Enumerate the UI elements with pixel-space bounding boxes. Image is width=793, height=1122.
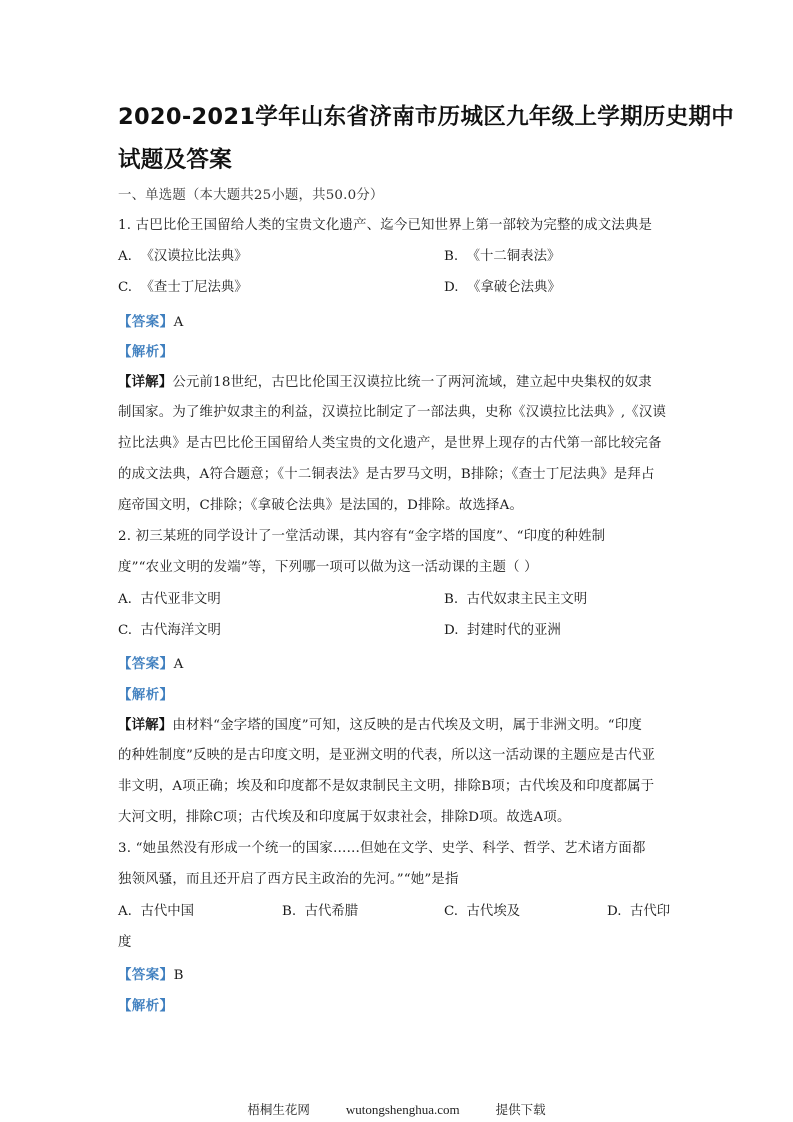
question-1-option-b: B. 《十二铜表法》 [444,249,561,264]
question-3-answer [118,965,184,986]
question-3-option-b: B. 古代希腊 [282,904,359,919]
question-2-detail-line-2: 的种姓制度”反映的是古印度文明，是亚洲文明的代表，所以这一活动课的主题应是古代亚 [118,748,656,763]
question-1-option-d: D. 《拿破仑法典》 [444,280,561,295]
question-1-option-c: C. 《查士丁尼法典》 [118,280,248,295]
question-1-answer [118,312,183,333]
analysis-label: 【解析】 [118,687,174,703]
question-1-analysis [118,342,174,363]
question-1-detail-line-3: 拉比法典》是古巴比伦王国留给人类宝贵的文化遗产，是世界上现存的古代第一部比较完备 [118,436,662,451]
question-1-detail-line-4: 的成文法典，A符合题意；《十二铜表法》是古罗马文明，B排除；《查士丁尼法典》是拜占 [118,467,655,482]
question-3-option-c: C. 古代埃及 [444,904,521,919]
question-2-detail-line-1: 【详解】由材料“金字塔的国度”可知，这反映的是古代埃及文明，属于非洲文明。“印度 [118,717,643,733]
footer-site-name: 梧桐生花网 [247,1102,310,1117]
question-2-analysis [118,685,174,706]
question-1-stem: 1. 古巴比伦王国留给人类的宝贵文化遗产、迄今已知世界上第一部较为完整的成文法典是 [118,218,653,233]
document-title-line-1: 2020-2021学年山东省济南市历城区九年级上学期历史期中 [118,104,735,130]
answer-label: 【答案】 [118,967,174,983]
answer-value: A [173,657,184,672]
page-footer [0,1102,793,1118]
question-2-option-c: C. 古代海洋文明 [118,623,221,638]
question-3-analysis [118,996,174,1017]
detail-label: 【详解】 [118,374,173,390]
analysis-label: 【解析】 [118,344,174,360]
question-1-detail-line-5: 庭帝国文明，C排除；《拿破仑法典》是法国的，D排除。故选择A。 [118,498,524,513]
question-1-option-a: A. 《汉谟拉比法典》 [118,249,248,264]
question-2-stem-line-2: 度”“农业文明的发端”等，下列哪一项可以做为这一活动课的主题（ ） [118,560,538,575]
analysis-label: 【解析】 [118,998,174,1014]
question-2-detail-line-4: 大河文明，排除C项；古代埃及和印度属于奴隶社会，排除D项。故选A项。 [118,810,571,825]
question-2-option-a: A. 古代亚非文明 [118,592,221,607]
answer-label: 【答案】 [118,656,174,672]
answer-value: A [173,315,184,330]
question-2-detail-line-3: 非文明，A项正确；埃及和印度都不是奴隶制民主文明，排除B项；古代埃及和印度都属于 [118,779,655,794]
question-3-stem-line-1: 3. “她虽然没有形成一个统一的国家……但她在文学、史学、科学、哲学、艺术诸方面都 [118,841,646,856]
question-3-stem-line-2: 独领风骚，而且还开启了西方民主政治的先河。”“她”是指 [118,872,459,887]
answer-value: B [173,968,184,983]
section-heading: 一、单选题（本大题共25小题，共50.0分） [118,188,384,203]
question-2-option-d: D. 封建时代的亚洲 [444,623,561,638]
question-3-option-a: A. 古代中国 [118,904,195,919]
footer-url[interactable]: wutongshenghua.com [345,1102,460,1117]
question-2-option-b: B. 古代奴隶主民主文明 [444,592,588,607]
question-2-answer [118,654,183,675]
question-1-detail-line-1: 【详解】公元前18世纪，古巴比伦国王汉谟拉比统一了两河流域，建立起中央集权的奴隶 [118,374,652,390]
document-title-line-2: 试题及答案 [118,147,233,173]
question-2-stem-line-1: 2. 初三某班的同学设计了一堂活动课，其内容有“金字塔的国度”、“印度的种姓制 [118,529,606,544]
footer-note: 提供下载 [495,1102,546,1117]
answer-label: 【答案】 [118,314,174,330]
detail-label: 【详解】 [118,717,173,733]
question-1-detail-line-2: 制国家。为了维护奴隶主的利益，汉谟拉比制定了一部法典，史称《汉谟拉比法典》,《汉谟 [118,405,667,420]
question-3-option-d-wrap: 度 [118,935,132,950]
question-3-option-d: D. 古代印 [607,904,671,919]
